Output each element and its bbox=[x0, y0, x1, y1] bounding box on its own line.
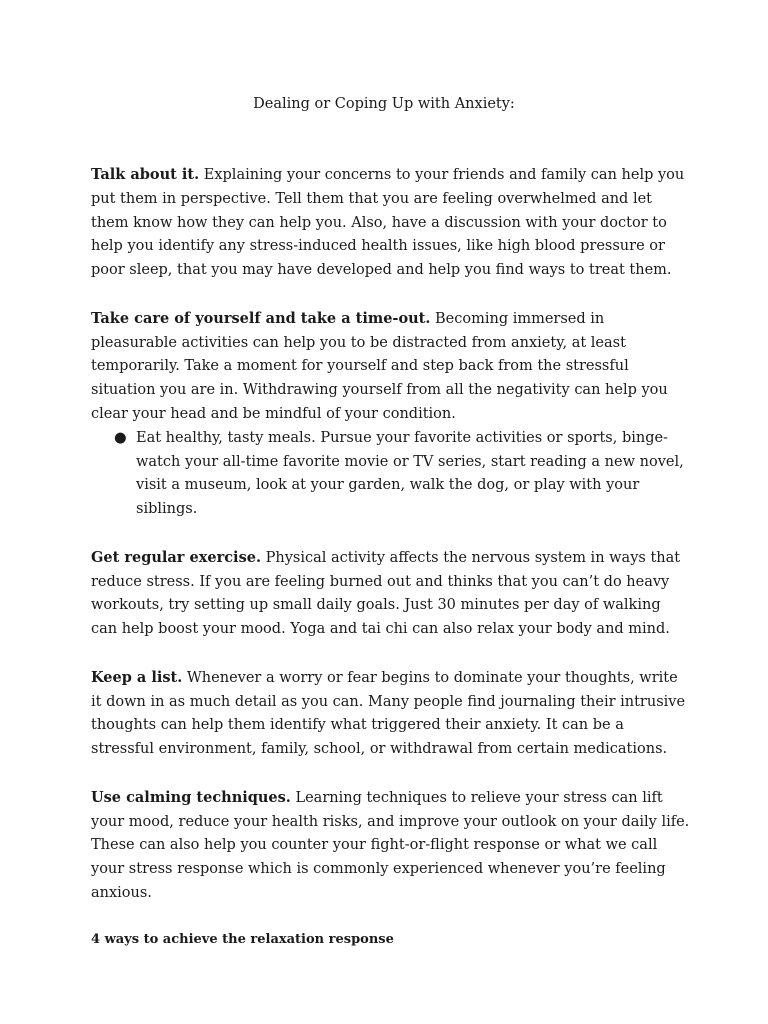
paragraph-heading: Use calming techniques. bbox=[91, 788, 291, 806]
paragraph-regular-exercise bbox=[91, 546, 691, 642]
bullet-item bbox=[91, 427, 691, 522]
paragraph-keep-a-list bbox=[91, 666, 691, 762]
document-body bbox=[91, 163, 691, 950]
paragraph-heading: Talk about it. bbox=[91, 166, 200, 183]
paragraph-heading: Take care of yourself and take a time-out. bbox=[91, 309, 431, 327]
paragraph-heading: Get regular exercise. bbox=[91, 548, 261, 566]
paragraph-text: Whenever a worry or fear begins to dominate your thoughts, write it down in as much detail as you can. Many people find journaling their intrusive thoughts can help them identify what triggered their anxiety. It can be a stressful environment, family, school, or withdrawal from certain medications. bbox=[91, 669, 686, 758]
bullet-text: Eat healthy, tasty meals. Pursue your favorite activities or sports, binge-watch your all-time favorite movie or TV series, start reading a new novel, visit a museum, look at your garden, walk the dog, or play with your siblings. bbox=[136, 429, 684, 518]
paragraph-text: Physical activity affects the nervous system in ways that reduce stress. If you are feeling burned out and thinks that you can’t do heavy workouts, try setting up small daily goals. Just 30 minutes per day of walking can help boost your mood. Yoga and tai chi can also relax your body and mind. bbox=[91, 549, 681, 638]
paragraph-heading: Keep a list. bbox=[91, 668, 183, 686]
document-title: Dealing or Coping Up with Anxiety: bbox=[253, 96, 515, 112]
relaxation-subheading: 4 ways to achieve the relaxation response bbox=[91, 931, 394, 947]
bullet-icon: ● bbox=[114, 429, 127, 446]
paragraph-text: Becoming immersed in pleasurable activities can help you to be distracted from anxiety, at least temporarily. Take a moment for yourself and step back from the stressful situation you are in. Withdrawing yourself from all the negativity can help you clear your head and be mindful of your condition. bbox=[91, 310, 668, 422]
paragraph-talk-about-it bbox=[91, 163, 691, 283]
paragraph-take-care bbox=[91, 307, 691, 427]
paragraph-text: Learning techniques to relieve your stress can lift your mood, reduce your health risks, and improve your outlook on your daily life. These can also help you counter your fight-or-flight response or what we call your stress response which is commonly experienced whenever you’re feeling anxious. bbox=[91, 789, 690, 901]
bullet-list bbox=[91, 427, 691, 522]
paragraph-calming-techniques bbox=[91, 786, 691, 906]
paragraph-text: Explaining your concerns to your friends and family can help you put them in perspective. Tell them that you are feeling overwhelmed and let them know how they can help you. Also, have a discussion with your doctor to help you identify any stress-induced health issues, like high blood pressure or poor sleep, that you may have developed and help you find ways to treat them. bbox=[91, 167, 685, 279]
